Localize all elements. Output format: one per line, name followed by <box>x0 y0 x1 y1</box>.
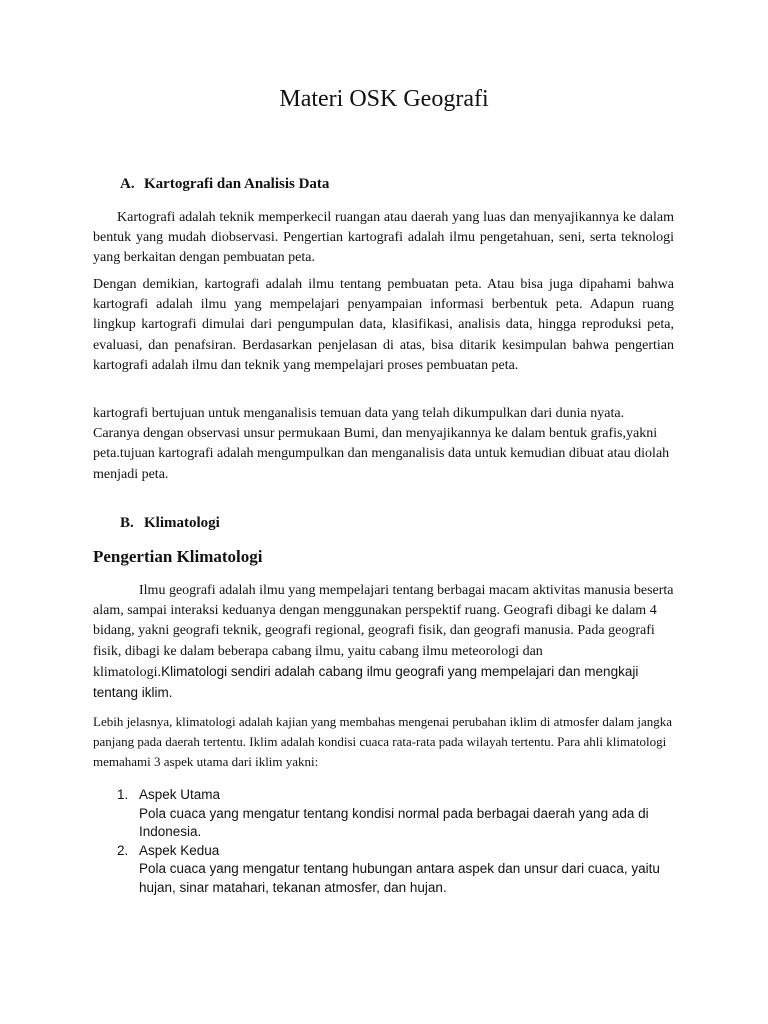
section-a-title: Kartografi dan Analisis Data <box>144 176 330 192</box>
section-a-paragraph-3: kartografi bertujuan untuk menganalisis temuan data yang telah dikumpulkan dari dunia nyata. Caranya dengan observasi unsur permukaan Bumi, dan menyajikannya ke dalam bentuk grafis,yakni peta.tujuan kartografi adalah mengumpulkan dan menganalisis data untuk kemudian dibuat atau diolah menjadi peta. <box>93 406 670 482</box>
section-a-paragraph-2: Dengan demikian, kartografi adalah ilmu tentang pembuatan peta. Atau bisa juga dipahami bahwa kartografi adalah ilmu yang mempelajari penyampaian informasi berbentuk peta. Adapun ruang lingkup kartografi dimulai dari pengumpulan data, klasifikasi, analisis data, hingga reproduksi peta, evaluasi, dan penafsiran. Berdasarkan penjelasan di atas, bisa ditarik kesimpulan bahwa pengertian kartografi adalah ilmu dan teknik yang mempelajari proses pembuatan peta. <box>93 277 674 373</box>
page-title: Materi OSK Geografi <box>279 86 489 112</box>
aspect-list <box>93 786 683 897</box>
section-b-subheading: Pengertian Klimatologi <box>93 547 263 566</box>
section-b-paragraph-1-serif: Ilmu geografi adalah ilmu yang mempelajari tentang berbagai macam aktivitas manusia beserta alam, sampai interaksi keduanya dengan menggunakan perspektif ruang. Geografi dibagi ke dalam 4 bidang, yakni geografi teknik, geografi regional, geografi fisik, dan geografi manusia. Pada geografi fisik, dibagi ke dalam beberapa cabang ilmu, yaitu cabang ilmu meteorologi dan klimatologi. <box>93 583 674 680</box>
section-b-letter: B. <box>120 515 134 531</box>
section-b-heading <box>120 515 220 532</box>
list-item-number: 2. <box>117 842 129 858</box>
list-item-title: Aspek Utama <box>139 787 221 802</box>
section-b-title: Klimatologi <box>144 515 220 531</box>
list-item-description: Pola cuaca yang mengatur tentang hubungan antara aspek dan unsur dari cuaca, yaitu hujan, sinar matahari, tekanan atmosfer, dan hujan. <box>139 861 660 895</box>
section-a-paragraph-1: Kartografi adalah teknik memperkecil ruangan atau daerah yang luas dan menyajikannya ke dalam bentuk yang mudah diobservasi. Pengertian kartografi adalah ilmu pengetahuan, seni, serta teknologi yang berkaitan dengan pembuatan peta. <box>93 210 674 266</box>
section-b-paragraph-2: Lebih jelasnya, klimatologi adalah kajian yang membahas mengenai perubahan iklim di atmosfer dalam jangka panjang pada daerah tertentu. Iklim adalah kondisi cuaca rata-rata pada wilayah tertentu. Para ahli klimatologi memahami 3 aspek utama dari iklim yakni: <box>93 714 673 769</box>
section-a-letter: A. <box>120 176 135 192</box>
section-b-paragraph-1-sans: Klimatologi sendiri adalah cabang ilmu geografi yang mempelajari dan mengkaji tentang iklim. <box>93 663 639 701</box>
section-a-heading <box>120 176 329 193</box>
list-item <box>93 842 683 898</box>
section-b-paragraph-1 <box>93 581 674 704</box>
list-item-number: 1. <box>117 787 129 802</box>
list-item-title: Aspek Kedua <box>139 842 220 858</box>
list-item-description: Pola cuaca yang mengatur tentang kondisi normal pada berbagai daerah yang ada di Indonesia. <box>139 805 649 839</box>
list-item <box>93 786 683 842</box>
